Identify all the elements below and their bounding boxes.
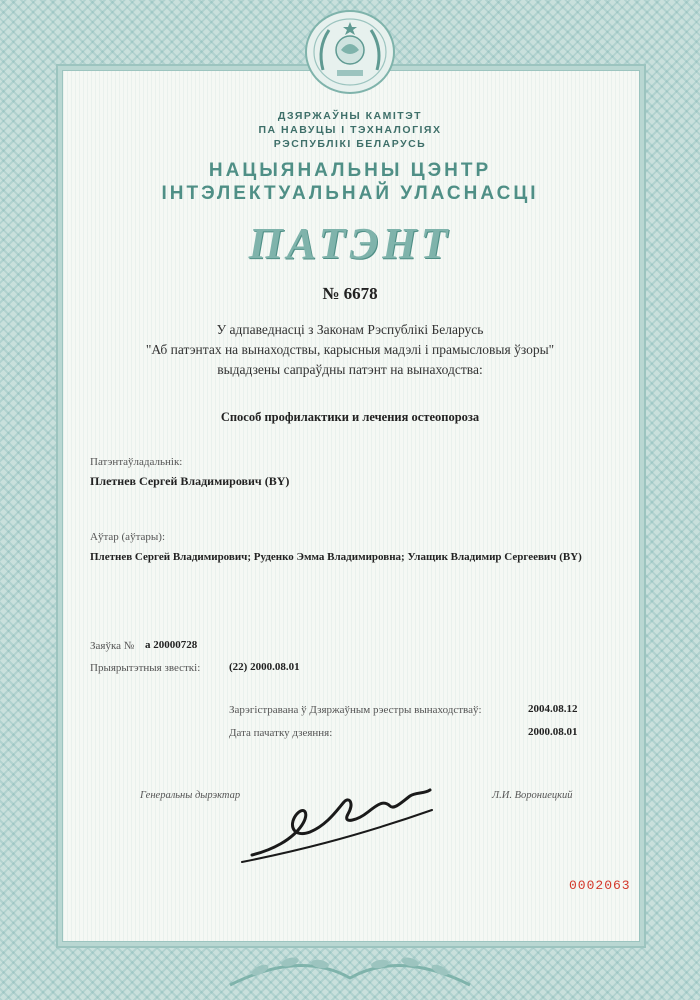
signatory-position: Генеральны дырэктар [140, 790, 241, 801]
invention-title: Способ профилактики и лечения остеопороза [220, 410, 480, 424]
document-title: ПАТЭНТ [248, 219, 452, 268]
validity-start-label: Дата пачатку дзеяння: [229, 727, 333, 739]
priority-value: (22) 2000.08.01 [229, 661, 300, 673]
center-name-line-2: ІНТЭЛЕКТУАЛЬНАЙ УЛАСНАСЦІ [161, 183, 539, 204]
patent-number: № 6678 [322, 284, 378, 303]
declaration-line-3: выдадзены сапраўдны патэнт на вынаходства: [217, 362, 483, 377]
authors-label: Аўтар (аўтары): [90, 531, 165, 543]
ministry-line-1: ДЗЯРЖАЎНЫ КАМІТЭТ [277, 110, 423, 122]
declaration-line-2: "Аб патэнтах на вынаходствы, карысныя мадэлі і прамысловыя ўзоры" [145, 342, 555, 357]
state-emblem-icon [303, 8, 397, 96]
validity-start-value: 2000.08.01 [528, 726, 578, 738]
serial-number: 0002063 [569, 878, 631, 893]
declaration-line-1: У адпаведнасці з Законам Рэспублікі Беларусь [216, 322, 484, 337]
holder-value: Плетнев Сергей Владимирович (BY) [90, 474, 290, 488]
ministry-line-3: РЭСПУБЛІКІ БЕЛАРУСЬ [273, 138, 427, 150]
application-label: Заяўка № [90, 640, 135, 652]
signature-icon [232, 780, 442, 870]
registration-value: 2004.08.12 [528, 703, 578, 715]
holder-label: Патэнтаўладальнік: [90, 456, 183, 468]
signatory-name: Л.И. Ворониецкий [492, 790, 573, 801]
authors-value: Плетнев Сергей Владимирович; Руденко Эмма Владимировна; Улащик Владимир Сергеевич (BY) [90, 551, 582, 563]
application-value: a 20000728 [145, 639, 198, 651]
laurel-ornament-icon [0, 930, 700, 1000]
ministry-line-2: ПА НАВУЦЫ І ТЭХНАЛОГІЯХ [258, 124, 442, 136]
center-name-line-1: НАЦЫЯНАЛЬНЫ ЦЭНТР [208, 160, 492, 181]
registration-label: Зарэгістравана ў Дзяржаўным рэестры вынаходстваў: [229, 704, 482, 716]
priority-label: Прыярытэтныя звесткі: [90, 662, 201, 674]
